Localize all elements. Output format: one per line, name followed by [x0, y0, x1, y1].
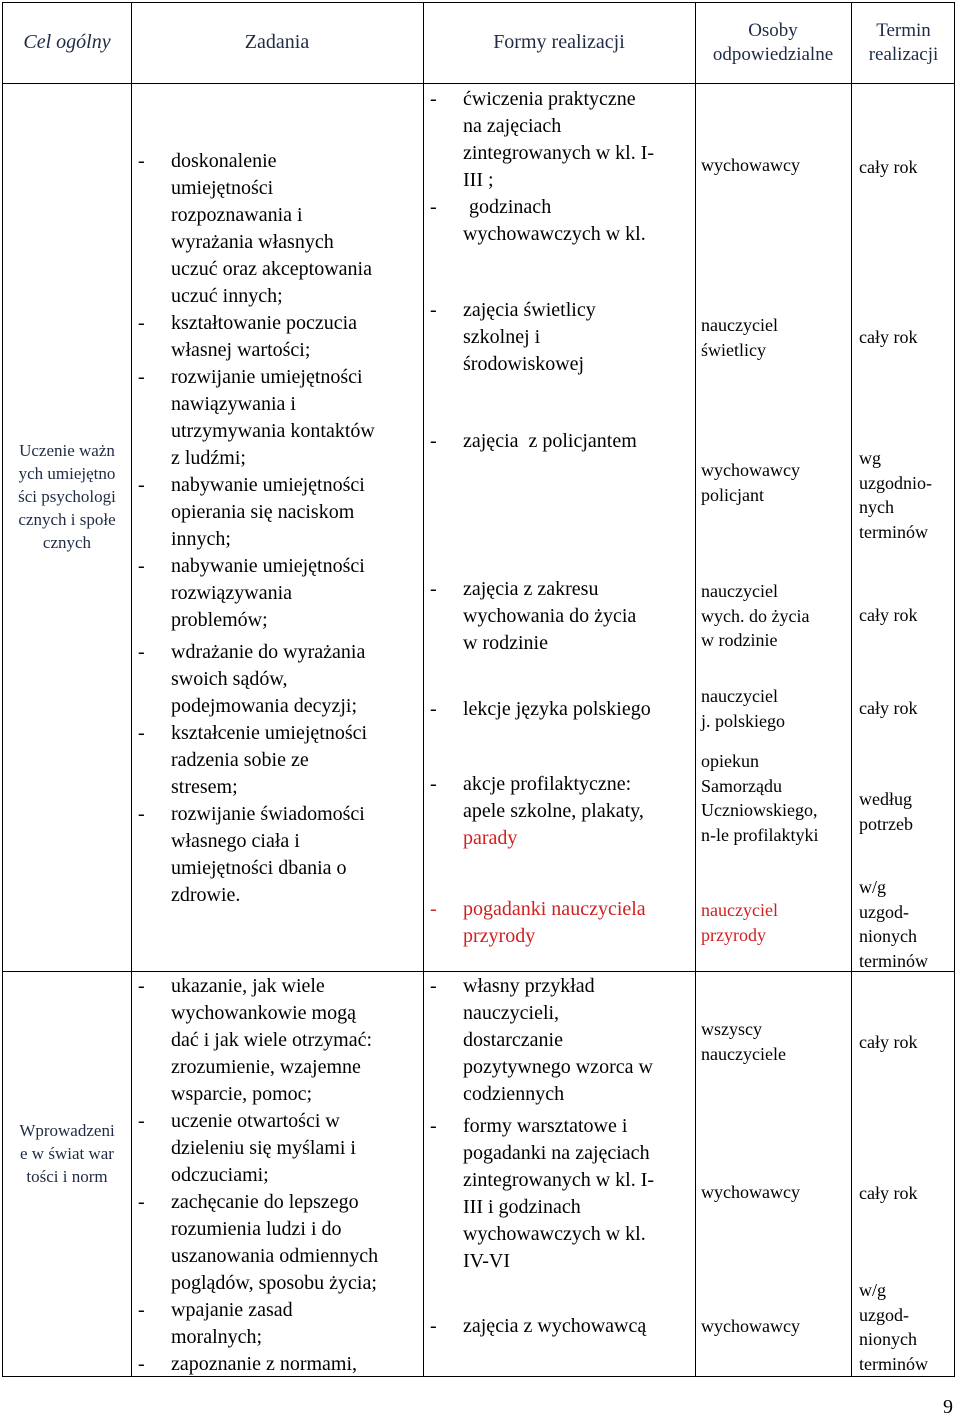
- term-8: cały rok: [859, 1032, 918, 1052]
- form-4: - zajęcia z zakresu wychowania do życia w rodzinie: [430, 578, 637, 654]
- column-divider: [423, 3, 424, 1376]
- header-tasks: Zadania: [244, 31, 310, 53]
- term-10: w/g uzgod- nionych terminów: [859, 1280, 928, 1374]
- column-divider: [851, 3, 852, 1376]
- person-8: wszyscy nauczyciele: [701, 1019, 786, 1064]
- term-5: cały rok: [859, 698, 918, 718]
- term-3: wg uzgodnio- nych terminów: [859, 448, 932, 542]
- form-1: - ćwiczenia praktyczne na zajęciach zintegrowanych w kl. I- III ;: [430, 88, 655, 191]
- term-7: w/g uzgod- nionych terminów: [859, 877, 928, 971]
- goal-2: Wprowadzenie w świat wartości i norm: [19, 1121, 115, 1186]
- header-forms: Formy realizacji: [493, 31, 625, 53]
- form-1b: - godzinach wychowawczych w kl.: [430, 196, 646, 245]
- row-divider: [3, 971, 954, 972]
- column-divider: [695, 3, 696, 1376]
- form-10: - zajęcia z wychowawcą: [430, 1315, 647, 1337]
- tasks-group-1: - doskonalenie umiejętności rozpoznawania i wyrażania własnych uczuć oraz akceptowania uczuć innych; - kształtowanie poczucia własnej wartości; - rozwijanie umiejętności nawiązywania i utrzymywania kontaktów z ludźmi; - nabywanie umiejętności opierania się naciskom innych; - nabywanie umiejętności rozwiązywania problemów; - wdrażanie do wyrażania swoich sądów, podejmowania decyzji; - kształcenie umiejętności radzenia sobie ze stresem; - rozwijanie świadomości własnego ciała i umiejętności dbania o zdrowie.: [138, 150, 375, 906]
- header-terms: Termin realizacji: [868, 20, 939, 65]
- person-5: nauczyciel j. polskiego: [701, 686, 785, 731]
- header-divider: [3, 83, 954, 84]
- form-7: - pogadanki nauczyciela przyrody: [430, 898, 646, 947]
- form-9: - formy warsztatowe i pogadanki na zajęciach zintegrowanych w kl. I- III i godzinach wychowawczych w kl. IV-VI: [430, 1115, 655, 1272]
- person-9: wychowawcy: [701, 1182, 800, 1202]
- header-goal: Cel ogólny: [23, 31, 111, 53]
- person-2: nauczyciel świetlicy: [701, 315, 778, 360]
- column-divider: [131, 3, 132, 1376]
- header-persons: Osoby odpowiedzialne: [712, 20, 834, 65]
- form-6: - akcje profilaktyczne: apele szkolne, plakaty, parady: [430, 773, 644, 849]
- person-6: opiekun Samorządu Uczniowskiego, n-le profilaktyki: [701, 751, 819, 845]
- tasks-group-2: - ukazanie, jak wiele wychowankowie mogą dać i jak wiele otrzymać: zrozumienie, wzajemne wsparcie, pomoc; - uczenie otwartości w dzieleniu się myślami i odczuciami; - zachęcanie do lepszego rozumienia ludzi i do uszanowania odmiennych poglądów, sposobu życia; - wpajanie zasad moralnych; - zapoznanie z normami,: [138, 975, 379, 1375]
- person-10: wychowawcy: [701, 1316, 800, 1336]
- form-3: - zajęcia z policjantem: [430, 430, 637, 452]
- term-6: według potrzeb: [859, 789, 913, 834]
- form-2: - zajęcia świetlicy szkolnej i środowiskowej: [430, 299, 596, 375]
- form-8: - własny przykład nauczycieli, dostarczanie pozytywnego wzorca w codziennych: [430, 975, 653, 1105]
- person-3: wychowawcy policjant: [701, 460, 800, 505]
- term-4: cały rok: [859, 605, 918, 625]
- person-7: nauczyciel przyrody: [701, 900, 778, 945]
- term-1: cały rok: [859, 157, 918, 177]
- page-number: 9: [943, 1396, 953, 1418]
- term-2: cały rok: [859, 327, 918, 347]
- person-4: nauczyciel wych. do życia w rodzinie: [701, 581, 810, 650]
- form-5: - lekcje języka polskiego: [430, 698, 651, 720]
- goal-1: Uczenie ważnych umiejętności psychologicznych i społecznych: [18, 441, 116, 552]
- plan-table: [2, 2, 955, 1377]
- person-1: wychowawcy: [701, 155, 800, 175]
- term-9: cały rok: [859, 1183, 918, 1203]
